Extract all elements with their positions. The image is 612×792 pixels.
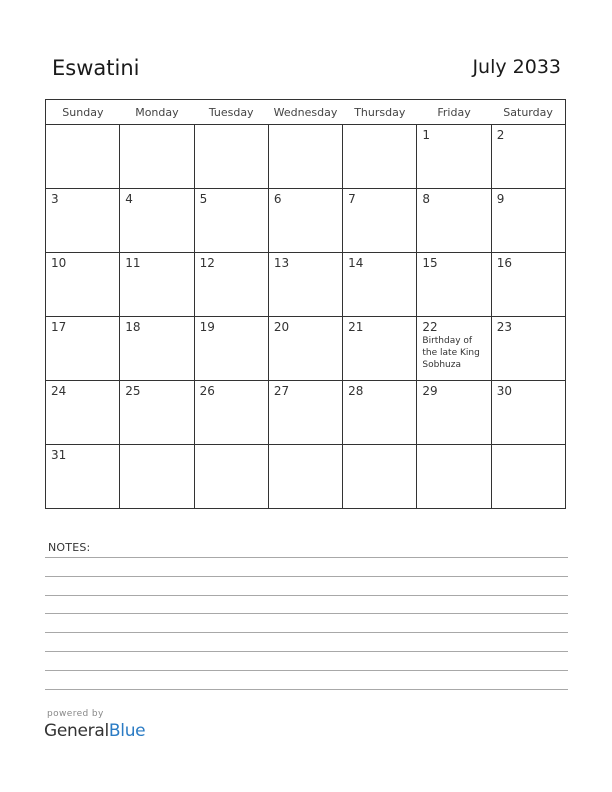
- day-cell: [120, 317, 194, 381]
- notes-line: [45, 613, 568, 614]
- logo-text-general: General: [44, 721, 109, 741]
- day-number: 26: [199, 384, 215, 398]
- day-number: 12: [199, 256, 215, 270]
- day-cell: [491, 189, 565, 253]
- notes-line: [45, 651, 568, 652]
- week-row-1: [46, 125, 566, 189]
- week-row-3: [46, 253, 566, 317]
- notes-line: [45, 632, 568, 633]
- day-number: 18: [125, 320, 141, 334]
- day-cell: [417, 381, 491, 445]
- day-cell: [491, 253, 565, 317]
- notes-label: NOTES:: [48, 541, 91, 554]
- week-row-6: [46, 445, 566, 509]
- day-cell: [194, 317, 268, 381]
- weekday-header-row: [46, 100, 566, 125]
- day-cell-holiday: [417, 317, 491, 381]
- day-number: 29: [422, 384, 438, 398]
- day-number: 2: [496, 128, 505, 142]
- day-cell: [268, 125, 342, 189]
- day-cell: [491, 317, 565, 381]
- weekday-friday: Friday: [417, 100, 491, 125]
- day-number: 22: [422, 320, 438, 334]
- day-number: 24: [51, 384, 67, 398]
- day-number: 25: [125, 384, 141, 398]
- day-number: 9: [496, 192, 505, 206]
- week-row-2: [46, 189, 566, 253]
- day-number: 14: [348, 256, 364, 270]
- day-cell: [194, 253, 268, 317]
- day-cell: [417, 445, 491, 509]
- day-cell: [268, 189, 342, 253]
- day-cell: [120, 253, 194, 317]
- day-cell: [120, 445, 194, 509]
- notes-line: [45, 670, 568, 671]
- day-cell: [46, 253, 120, 317]
- day-cell: [46, 189, 120, 253]
- day-cell: [491, 381, 565, 445]
- day-cell: [194, 381, 268, 445]
- day-cell: [46, 445, 120, 509]
- day-number: 27: [273, 384, 290, 398]
- day-number: 19: [199, 320, 215, 334]
- notes-line: [45, 689, 568, 690]
- day-cell: [46, 125, 120, 189]
- day-cell: [343, 445, 417, 509]
- weekday-monday: Monday: [120, 100, 194, 125]
- day-number: 10: [51, 256, 67, 270]
- day-cell: [417, 125, 491, 189]
- day-number: 4: [125, 192, 133, 206]
- country-title: Eswatini: [52, 56, 140, 80]
- day-cell: [46, 317, 120, 381]
- day-cell: [417, 189, 491, 253]
- powered-by-text: powered by: [47, 709, 104, 719]
- day-number: 15: [422, 256, 438, 270]
- day-cell: [343, 253, 417, 317]
- day-number: 11: [125, 256, 141, 270]
- day-cell: [46, 381, 120, 445]
- day-cell: [268, 445, 342, 509]
- day-cell: [268, 317, 342, 381]
- calendar-grid: [45, 99, 566, 509]
- logo-text-blue: Blue: [108, 721, 146, 741]
- day-number: 20: [273, 320, 290, 334]
- day-number: 8: [422, 192, 431, 206]
- day-cell: [343, 189, 417, 253]
- day-number: 30: [496, 384, 512, 398]
- generalblue-logo[interactable]: [44, 721, 145, 741]
- day-cell: [343, 317, 417, 381]
- day-cell: [194, 125, 268, 189]
- day-cell: [120, 125, 194, 189]
- week-row-5: [46, 381, 566, 445]
- weekday-saturday: Saturday: [491, 100, 565, 125]
- day-number: 16: [496, 256, 512, 270]
- day-cell: [120, 189, 194, 253]
- day-number: 28: [348, 384, 364, 398]
- day-number: 6: [273, 192, 282, 206]
- day-number: 21: [348, 320, 364, 334]
- notes-line: [45, 576, 568, 577]
- day-number: 31: [51, 448, 67, 462]
- day-number: 23: [496, 320, 512, 334]
- weekday-wednesday: Wednesday: [268, 100, 342, 125]
- day-number: 13: [273, 256, 290, 270]
- notes-line: [45, 595, 568, 596]
- day-cell: [491, 445, 565, 509]
- day-number: 1: [422, 128, 431, 142]
- notes-line: [45, 557, 568, 558]
- day-number: 7: [348, 192, 356, 206]
- day-cell: [120, 381, 194, 445]
- day-cell: [268, 253, 342, 317]
- weekday-tuesday: Tuesday: [194, 100, 268, 125]
- day-cell: [268, 381, 342, 445]
- week-row-4: [46, 317, 566, 381]
- weekday-sunday: Sunday: [46, 100, 120, 125]
- day-number: 5: [199, 192, 208, 206]
- day-number: 3: [51, 192, 59, 206]
- day-cell: [194, 445, 268, 509]
- day-cell: [491, 125, 565, 189]
- holiday-event-label: Birthday of the late King Sobhuza: [422, 336, 480, 370]
- day-cell: [343, 381, 417, 445]
- day-number: 17: [51, 320, 67, 334]
- weekday-thursday: Thursday: [343, 100, 417, 125]
- day-cell: [417, 253, 491, 317]
- day-cell: [194, 189, 268, 253]
- day-cell: [343, 125, 417, 189]
- month-year-title: July 2033: [472, 56, 561, 78]
